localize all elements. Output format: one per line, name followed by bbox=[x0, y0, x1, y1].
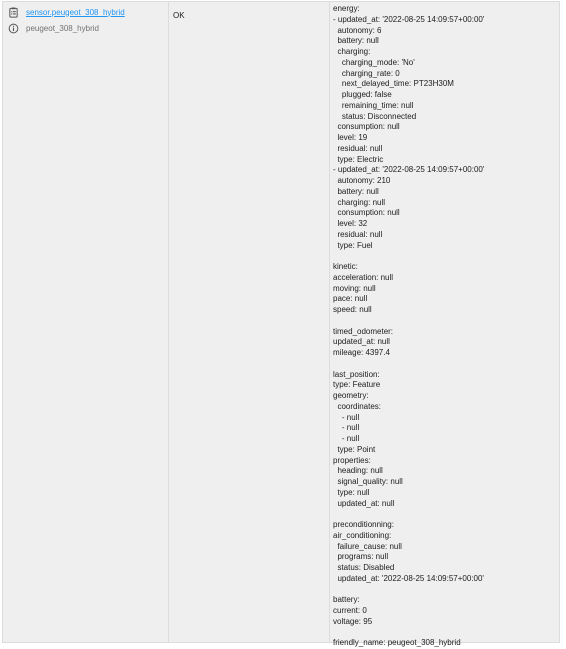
attribute-line: updated_at: null bbox=[333, 498, 395, 508]
attribute-line: friendly_name: peugeot_308_hybrid bbox=[333, 638, 461, 648]
attribute-line: charging: bbox=[333, 47, 371, 56]
entity-friendly-name: peugeot_308_hybrid bbox=[26, 23, 99, 33]
attribute-line: kinetic: bbox=[333, 262, 358, 271]
attribute-line: status: Disabled bbox=[333, 563, 395, 572]
attribute-line bbox=[333, 585, 559, 596]
attribute-line: - updated_at: '2022-08-25 14:09:57+00:00' bbox=[333, 165, 485, 175]
attribute-line bbox=[333, 509, 559, 520]
attribute-line: voltage: 95 bbox=[333, 616, 373, 626]
attribute-line: autonomy: 6 bbox=[333, 25, 382, 35]
attribute-line: updated_at: '2022-08-25 14:09:57+00:00' bbox=[333, 573, 484, 583]
attribute-line: remaining_time: null bbox=[333, 100, 414, 110]
attribute-line: residual: null bbox=[333, 229, 383, 239]
attribute-line: type: Electric bbox=[333, 154, 384, 164]
attribute-line: pace: null bbox=[333, 294, 368, 304]
attribute-line: level: 19 bbox=[333, 133, 368, 142]
attribute-line: mileage: 4397.4 bbox=[333, 348, 390, 357]
attribute-line: moving: null bbox=[333, 283, 376, 293]
entity-column bbox=[3, 2, 169, 642]
clipboard-list-icon[interactable] bbox=[7, 6, 19, 18]
attribute-line: next_delayed_time: PT23H30M bbox=[333, 79, 454, 89]
entity-id-row[interactable] bbox=[7, 5, 168, 19]
attribute-line: - null bbox=[333, 434, 360, 443]
attribute-line bbox=[333, 628, 559, 639]
attribute-line: level: 32 bbox=[333, 219, 368, 228]
attributes-column bbox=[330, 2, 559, 648]
attribute-line: battery: bbox=[333, 595, 360, 605]
attribute-line: battery: null bbox=[333, 186, 379, 196]
attribute-line: battery: null bbox=[333, 36, 379, 46]
attribute-line: updated_at: null bbox=[333, 337, 390, 347]
entity-name-row[interactable] bbox=[7, 21, 168, 35]
attribute-line: charging_rate: 0 bbox=[333, 68, 400, 78]
state-column bbox=[169, 2, 330, 642]
attribute-line: status: Disconnected bbox=[333, 111, 417, 121]
attribute-line: geometry: bbox=[333, 391, 369, 400]
attribute-line: acceleration: null bbox=[333, 272, 394, 282]
attribute-line bbox=[333, 251, 559, 262]
attributes-list bbox=[333, 4, 559, 649]
attribute-line: preconditionning: bbox=[333, 520, 394, 529]
entity-id-link[interactable]: sensor.peugeot_308_hybrid bbox=[26, 7, 125, 17]
attribute-line: current: 0 bbox=[333, 606, 367, 615]
attribute-line: - updated_at: '2022-08-25 14:09:57+00:00' bbox=[333, 14, 485, 24]
attribute-line: plugged: false bbox=[333, 90, 392, 99]
attribute-line: coordinates: bbox=[333, 401, 382, 411]
attribute-line: failure_cause: null bbox=[333, 541, 402, 551]
info-circle-icon[interactable] bbox=[7, 22, 19, 34]
attribute-line: type: null bbox=[333, 487, 370, 497]
attribute-line: last_position: bbox=[333, 369, 380, 379]
attribute-line: - null bbox=[333, 423, 360, 433]
attribute-line: signal_quality: null bbox=[333, 477, 403, 486]
attribute-line: timed_odometer: bbox=[333, 326, 394, 336]
attribute-line: consumption: null bbox=[333, 208, 400, 218]
attribute-line: type: Fuel bbox=[333, 240, 373, 250]
attribute-line: energy: bbox=[333, 4, 360, 13]
attribute-line: programs: null bbox=[333, 552, 389, 562]
attribute-line: consumption: null bbox=[333, 122, 400, 132]
attribute-line: heading: null bbox=[333, 466, 383, 476]
attribute-line bbox=[333, 316, 559, 327]
attribute-line bbox=[333, 359, 559, 370]
attribute-line: residual: null bbox=[333, 143, 383, 153]
attribute-line: charging: null bbox=[333, 197, 386, 207]
attribute-line: type: Feature bbox=[333, 380, 381, 390]
attribute-line: autonomy: 210 bbox=[333, 176, 391, 185]
attribute-line: air_conditioning: bbox=[333, 530, 392, 540]
states-table bbox=[2, 1, 560, 648]
attribute-line: properties: bbox=[333, 455, 371, 465]
attribute-line: charging_mode: 'No' bbox=[333, 57, 415, 67]
attribute-line: type: Point bbox=[333, 444, 376, 454]
attribute-line: speed: null bbox=[333, 305, 372, 314]
entity-state: OK bbox=[173, 11, 185, 20]
attribute-line: - null bbox=[333, 412, 360, 422]
